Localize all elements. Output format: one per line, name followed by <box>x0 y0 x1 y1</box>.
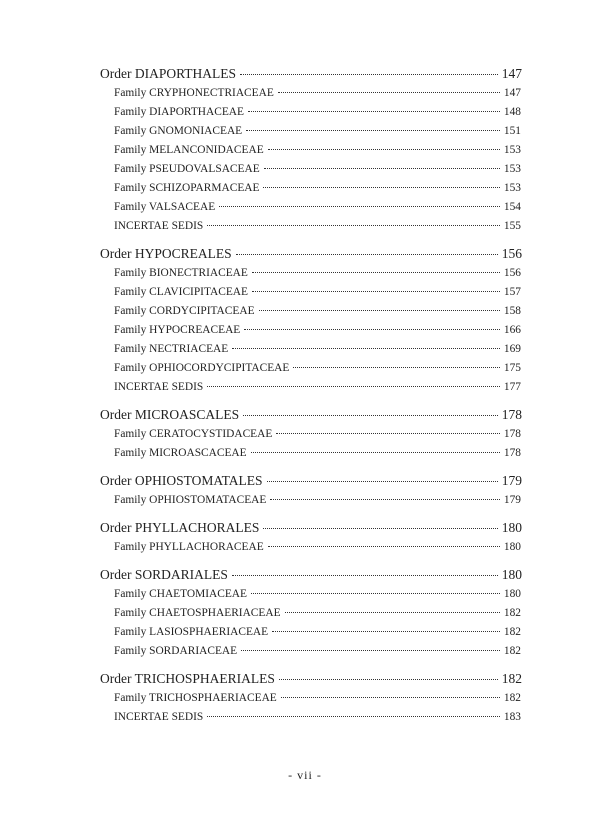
toc-order-entry-page: 178 <box>501 407 522 422</box>
toc-family-entry-label: Family CRYPHONECTRIACEAE <box>114 87 274 99</box>
toc-family-entry-label: INCERTAE SEDIS <box>114 220 204 232</box>
page-number: - vii - <box>288 768 322 782</box>
toc-family-entry-label: Family SORDARIACEAE <box>114 645 238 657</box>
toc-family-entry-page: 157 <box>503 286 521 298</box>
dot-leader <box>293 367 500 368</box>
toc-order-entry <box>100 407 522 427</box>
toc-order-entry-page: 147 <box>501 66 522 81</box>
toc-family-entry-label: Family CHAETOMIACEAE <box>114 588 247 600</box>
toc-family-entry-page: 177 <box>503 381 521 393</box>
dot-leader <box>232 348 500 349</box>
toc-family-entry-label: Family PSEUDOVALSACEAE <box>114 163 260 175</box>
dot-leader <box>243 415 498 416</box>
dot-leader <box>252 272 500 273</box>
toc-family-entry-label: Family CLAVICIPITACEAE <box>114 286 248 298</box>
toc-family-entry-page: 179 <box>503 494 521 506</box>
toc-family-entry-page: 153 <box>503 163 521 175</box>
toc-order-entry-page: 156 <box>501 246 522 261</box>
dot-leader <box>276 433 500 434</box>
dot-leader <box>248 111 500 112</box>
toc-family-entry-page: 183 <box>503 711 521 723</box>
toc-order-entry-page: 179 <box>501 473 522 488</box>
dot-leader <box>263 187 499 188</box>
toc-family-entry-page: 182 <box>503 692 521 704</box>
toc-order-entry-label: Order OPHIOSTOMATALES <box>100 473 263 488</box>
toc-order-entry-label: Order MICROASCALES <box>100 407 240 422</box>
toc-family-entry-label: Family CERATOCYSTIDACEAE <box>114 428 273 440</box>
toc-family-entry <box>100 607 522 626</box>
toc-family-entry-page: 182 <box>503 626 521 638</box>
dot-leader <box>241 650 500 651</box>
toc-family-entry-page: 148 <box>503 106 521 118</box>
toc-order-entry-page: 180 <box>501 520 522 535</box>
toc-order-entry-page: 182 <box>501 671 522 686</box>
toc-family-entry <box>100 106 522 125</box>
toc-family-entry <box>100 305 522 324</box>
dot-leader <box>207 225 500 226</box>
toc-order-entry-label: Order PHYLLACHORALES <box>100 520 260 535</box>
toc-family-entry-page: 178 <box>503 428 521 440</box>
toc-family-entry-label: INCERTAE SEDIS <box>114 381 204 393</box>
toc-family-entry-label: Family OPHIOSTOMATACEAE <box>114 494 267 506</box>
dot-leader <box>207 716 500 717</box>
toc-family-entry-label: Family GNOMONIACEAE <box>114 125 243 137</box>
toc-family-entry <box>100 588 522 607</box>
toc-family-entry <box>100 286 522 305</box>
toc-family-entry-label: INCERTAE SEDIS <box>114 711 204 723</box>
toc-family-entry <box>100 324 522 343</box>
dot-leader <box>272 631 500 632</box>
dot-leader <box>278 92 500 93</box>
dot-leader <box>268 546 500 547</box>
toc-order-entry-label: Order HYPOCREALES <box>100 246 232 261</box>
dot-leader <box>219 206 500 207</box>
toc-family-entry-page: 155 <box>503 220 521 232</box>
dot-leader <box>207 386 500 387</box>
table-of-contents <box>100 66 522 730</box>
toc-family-entry-page: 175 <box>503 362 521 374</box>
toc-family-entry <box>100 362 522 381</box>
toc-family-entry-label: Family PHYLLACHORACEAE <box>114 541 264 553</box>
dot-leader <box>251 452 500 453</box>
dot-leader <box>268 149 500 150</box>
toc-family-entry-label: Family SCHIZOPARMACEAE <box>114 182 260 194</box>
toc-family-entry-page: 153 <box>503 182 521 194</box>
toc-order-entry-label: Order DIAPORTHALES <box>100 66 237 81</box>
dot-leader <box>240 74 498 75</box>
dot-leader <box>259 310 500 311</box>
dot-leader <box>279 679 498 680</box>
toc-family-entry <box>100 87 522 106</box>
toc-family-entry-page: 169 <box>503 343 521 355</box>
toc-family-entry-label: Family NECTRIACEAE <box>114 343 229 355</box>
toc-family-entry-page: 151 <box>503 125 521 137</box>
toc-family-entry <box>100 447 522 466</box>
toc-order-entry <box>100 66 522 86</box>
dot-leader <box>263 528 497 529</box>
dot-leader <box>236 254 498 255</box>
toc-family-entry-label: Family TRICHOSPHAERIACEAE <box>114 692 277 704</box>
toc-family-entry <box>100 220 522 239</box>
toc-family-entry-label: Family VALSACEAE <box>114 201 216 213</box>
toc-family-entry-label: Family CHAETOSPHAERIACEAE <box>114 607 281 619</box>
toc-family-entry <box>100 692 522 711</box>
toc-family-entry <box>100 163 522 182</box>
toc-family-entry-page: 182 <box>503 645 521 657</box>
dot-leader <box>246 130 500 131</box>
toc-family-entry <box>100 541 522 560</box>
toc-order-entry <box>100 246 522 266</box>
dot-leader <box>232 575 498 576</box>
toc-family-entry-label: Family DIAPORTHACEAE <box>114 106 244 118</box>
toc-family-entry <box>100 381 522 400</box>
dot-leader <box>267 481 498 482</box>
toc-family-entry <box>100 267 522 286</box>
toc-family-entry-label: Family MELANCONIDACEAE <box>114 144 264 156</box>
toc-family-entry <box>100 201 522 220</box>
toc-family-entry-page: 153 <box>503 144 521 156</box>
toc-family-entry-page: 180 <box>503 541 521 553</box>
dot-leader <box>244 329 500 330</box>
toc-order-entry-page: 180 <box>501 567 522 582</box>
toc-family-entry-page: 180 <box>503 588 521 600</box>
toc-family-entry-label: Family OPHIOCORDYCIPITACEAE <box>114 362 290 374</box>
dot-leader <box>264 168 500 169</box>
toc-family-entry-page: 178 <box>503 447 521 459</box>
toc-order-entry <box>100 567 522 587</box>
toc-family-entry <box>100 428 522 447</box>
toc-family-entry <box>100 626 522 645</box>
dot-leader <box>252 291 500 292</box>
toc-family-entry-page: 158 <box>503 305 521 317</box>
toc-family-entry <box>100 144 522 163</box>
toc-family-entry-label: Family BIONECTRIACEAE <box>114 267 248 279</box>
toc-family-entry-page: 154 <box>503 201 521 213</box>
dot-leader <box>281 697 500 698</box>
toc-family-entry <box>100 645 522 664</box>
toc-family-entry-label: Family MICROASCACEAE <box>114 447 247 459</box>
toc-family-entry <box>100 343 522 362</box>
toc-order-entry-label: Order TRICHOSPHAERIALES <box>100 671 275 686</box>
toc-family-entry-label: Family HYPOCREACEAE <box>114 324 241 336</box>
toc-family-entry-label: Family LASIOSPHAERIACEAE <box>114 626 269 638</box>
toc-family-entry <box>100 182 522 201</box>
toc-family-entry <box>100 125 522 144</box>
toc-family-entry-page: 147 <box>503 87 521 99</box>
toc-family-entry-page: 166 <box>503 324 521 336</box>
toc-order-entry-label: Order SORDARIALES <box>100 567 228 582</box>
dot-leader <box>270 499 500 500</box>
toc-order-entry <box>100 520 522 540</box>
toc-family-entry-page: 156 <box>503 267 521 279</box>
toc-family-entry-label: Family CORDYCIPITACEAE <box>114 305 255 317</box>
dot-leader <box>285 612 500 613</box>
toc-family-entry <box>100 711 522 730</box>
toc-family-entry <box>100 494 522 513</box>
toc-order-entry <box>100 671 522 691</box>
dot-leader <box>251 593 500 594</box>
toc-order-entry <box>100 473 522 493</box>
toc-family-entry-page: 182 <box>503 607 521 619</box>
